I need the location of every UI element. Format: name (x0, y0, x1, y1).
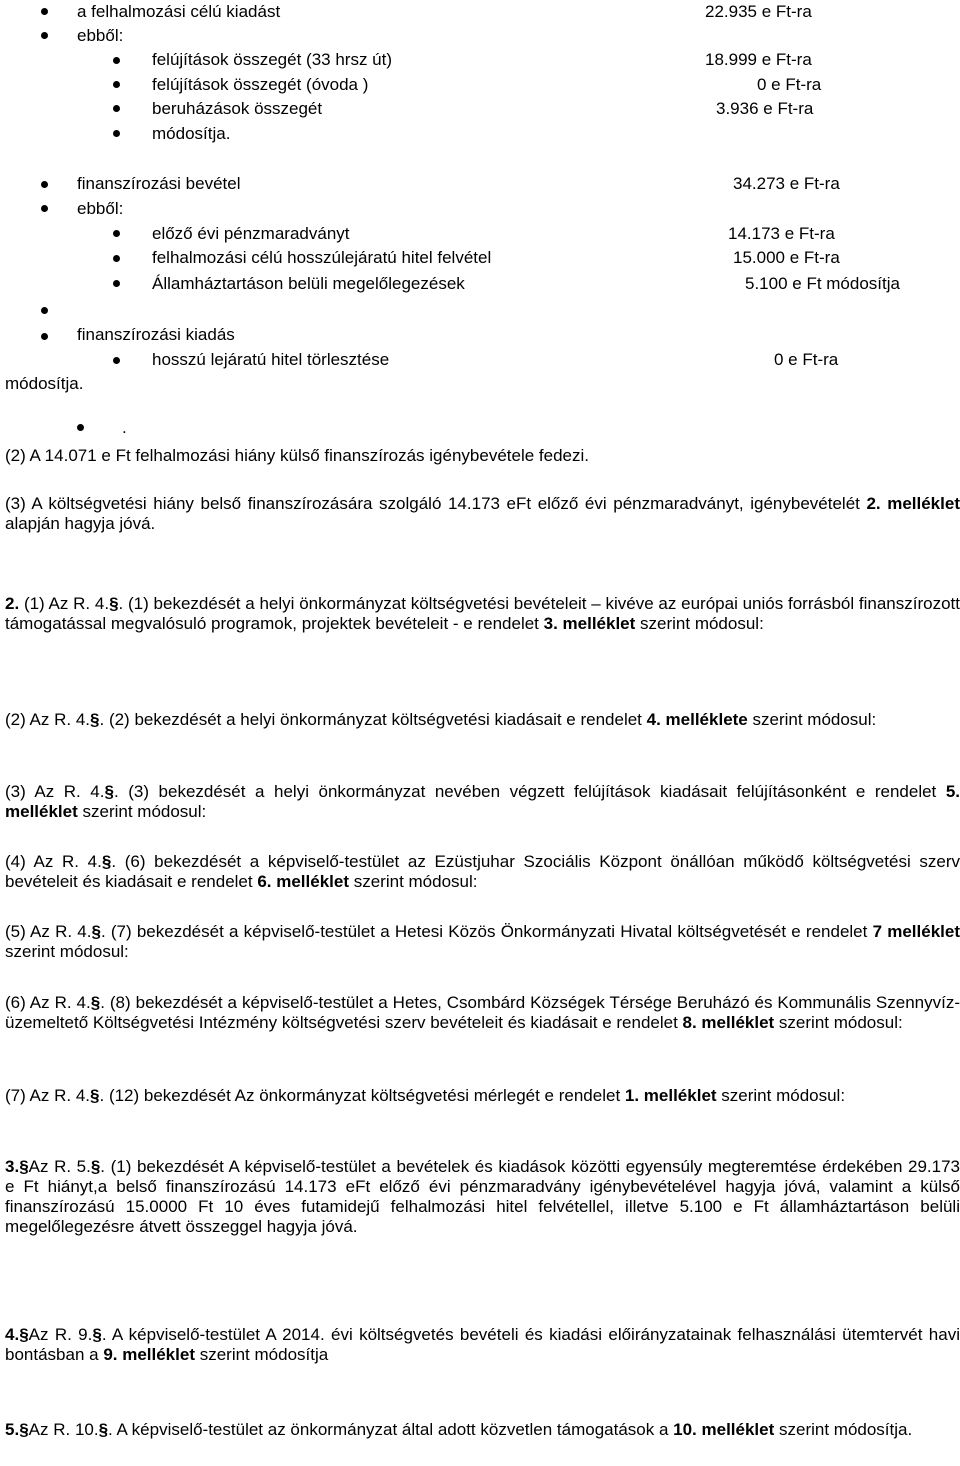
bullet-icon (41, 8, 48, 15)
list-item-value: 14.173 e Ft-ra (728, 224, 835, 243)
list-item-value: 0 e Ft-ra (757, 75, 822, 94)
bullet-icon (113, 255, 120, 262)
list-item-label: ebből: (77, 199, 124, 218)
list-item-label: módosítja. (152, 124, 231, 143)
list-item-label: . (122, 418, 127, 437)
list-item-label: hosszú lejáratú hitel törlesztése (152, 350, 390, 369)
bullet-icon (113, 130, 120, 137)
section-2-paragraph-1: 2. (1) Az R. 4.§. (1) bekezdését a helyi önkormányzat költségvetési bevételeit – kivéve az európai uniós forrásból finanszírozott támogatással megvalósuló programok, projektek bevételeit - e rendelet 3. melléklet szerint módosul: (5, 594, 960, 633)
section-5: 5.§Az R. 10.§. A képviselő-testület az önkormányzat által adott közvetlen támogatások a 10. melléklet szerint módosítja. (5, 1420, 913, 1439)
bullet-icon (41, 205, 48, 212)
section-2-paragraph-6: (6) Az R. 4.§. (8) bekezdését a képviselő-testület a Hetes, Csombárd Községek Térsége Beruházó és Kommunális Szennyvíz-üzemeltető Költségvetési Intézmény költségvetési szerv bevételeit és kiadásait e rendelet 8. melléklet szerint módosul: (5, 993, 960, 1032)
bullet-icon (113, 280, 120, 287)
list-item-value: 5.100 e Ft módosítja (745, 274, 900, 293)
list-item-label: finanszírozási kiadás (77, 325, 235, 344)
list-item-label: felhalmozási célú hosszúlejáratú hitel felvétel (152, 248, 492, 267)
list-item-label: beruházások összegét (152, 99, 323, 118)
list-item-label: előző évi pénzmaradványt (152, 224, 350, 243)
section-2-paragraph-5: (5) Az R. 4.§. (7) bekezdését a képviselő-testület a Hetesi Közös Önkormányzati Hivatal költségvetését e rendelet 7 melléklet szerint módosul: (5, 922, 960, 961)
list-item-label: ebből: (77, 26, 124, 45)
bullet-icon (77, 424, 84, 431)
bullet-icon (41, 307, 48, 314)
bullet-icon (41, 333, 48, 340)
section-3: 3.§Az R. 5.§. (1) bekezdését A képviselő-testület a bevételek és kiadások közötti egyensúly megteremtése érdekében 29.173 e Ft hiányt,a belső finanszírozású 14.173 eFt előző évi pénzmaradvány igénybevételével hagyja jóvá, valamint a külső finanszírozású 15.0000 Ft 10 éves futamidejű felhalmozási hitel felvétellel, illetve 5.100 e Ft államháztartáson belüli megelőlegezésre átvett összeggel hagyja jóvá. (5, 1157, 960, 1236)
bullet-icon (113, 357, 120, 364)
bullet-icon (113, 57, 120, 64)
list-item-label: felújítások összegét (óvoda ) (152, 75, 369, 94)
section-2-paragraph-2: (2) Az R. 4.§. (2) bekezdését a helyi önkormányzat költségvetési kiadásait e rendelet 4. melléklete szerint módosul: (5, 710, 877, 729)
list-item-label: módosítja. (5, 374, 84, 393)
bullet-icon (41, 32, 48, 39)
list-item-value: 0 e Ft-ra (774, 350, 839, 369)
paragraph-3: (3) A költségvetési hiány belső finanszírozására szolgáló 14.173 eFt előző évi pénzmaradványt, igénybevételét 2. melléklet alapján hagyja jóvá. (5, 494, 960, 533)
section-2-paragraph-3: (3) Az R. 4.§. (3) bekezdését a helyi önkormányzat nevében végzett felújítások kiadásait felújításonként e rendelet 5. melléklet szerint módosul: (5, 782, 960, 821)
section-2-paragraph-7: (7) Az R. 4.§. (12) bekezdését Az önkormányzat költségvetési mérlegét e rendelet 1. melléklet szerint módosul: (5, 1086, 846, 1105)
bullet-icon (113, 105, 120, 112)
bullet-icon (113, 81, 120, 88)
bullet-icon (113, 230, 120, 237)
list-item-label: finanszírozási bevétel (77, 174, 241, 193)
list-item-value: 22.935 e Ft-ra (705, 2, 812, 21)
list-item-label: Államháztartáson belüli megelőlegezések (152, 274, 465, 293)
paragraph-2: (2) A 14.071 e Ft felhalmozási hiány külső finanszírozás igénybevétele fedezi. (5, 446, 590, 465)
list-item-value: 15.000 e Ft-ra (733, 248, 840, 267)
list-item-label: a felhalmozási célú kiadást (77, 2, 281, 21)
section-2-paragraph-4: (4) Az R. 4.§. (6) bekezdését a képviselő-testület az Ezüstjuhar Szociális Központ önállóan működő költségvetési szerv bevételeit és kiadásait e rendelet 6. melléklet szerint módosul: (5, 852, 960, 891)
list-item-label: felújítások összegét (33 hrsz út) (152, 50, 393, 69)
list-item-value: 3.936 e Ft-ra (716, 99, 814, 118)
section-4: 4.§Az R. 9.§. A képviselő-testület A 2014. évi költségvetés bevételi és kiadási előirányzatainak felhasználási ütemtervét havi bontásban a 9. melléklet szerint módosítja (5, 1325, 960, 1364)
bullet-icon (41, 181, 48, 188)
list-item-value: 18.999 e Ft-ra (705, 50, 812, 69)
list-item-value: 34.273 e Ft-ra (733, 174, 840, 193)
